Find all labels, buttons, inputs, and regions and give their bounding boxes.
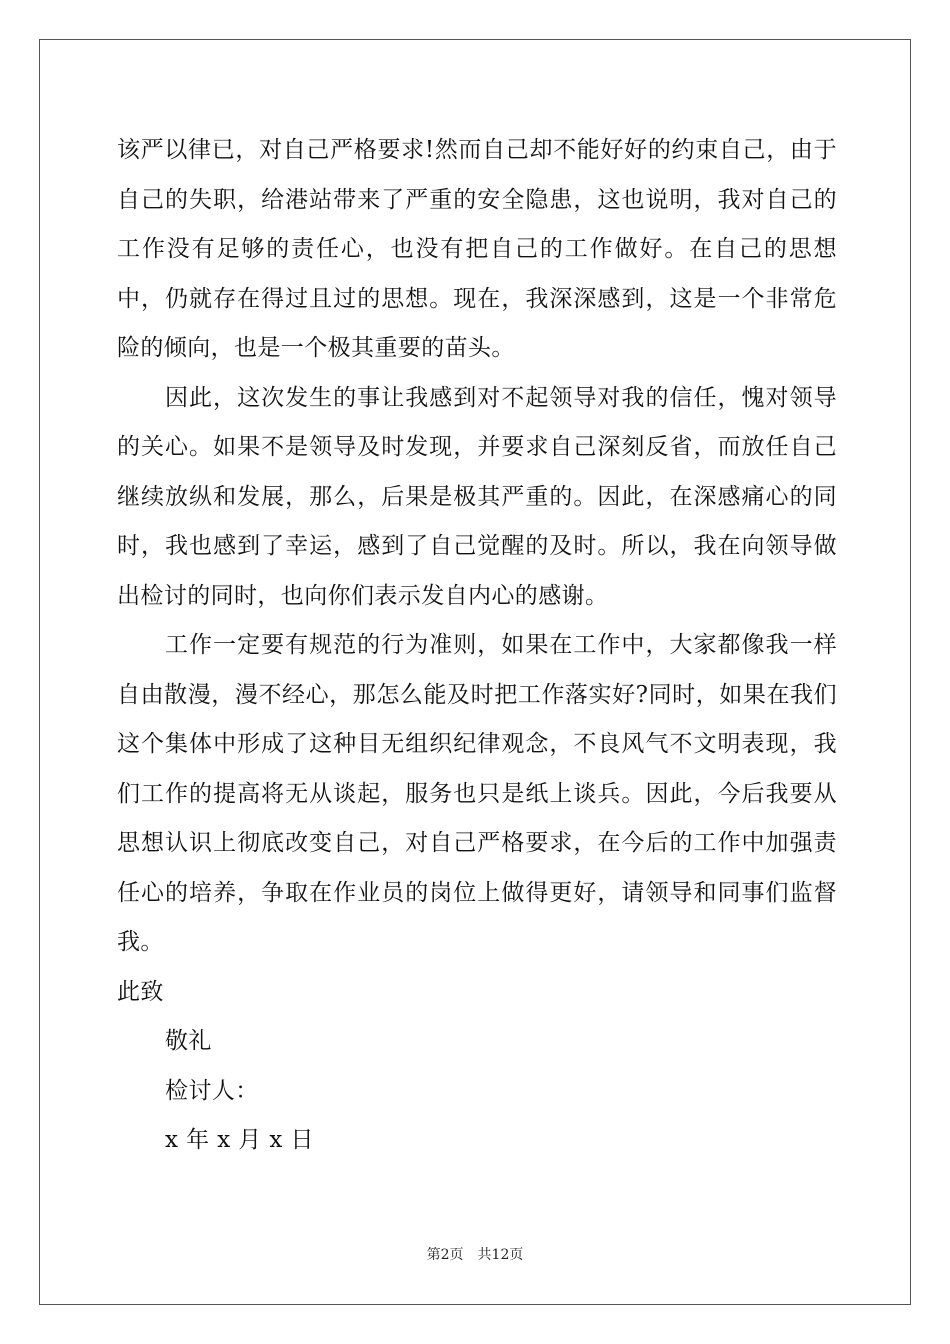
- closing-salutation: 此致: [117, 978, 164, 1005]
- page-total: 共12页: [477, 1247, 524, 1263]
- page-footer: [0, 1246, 950, 1264]
- paragraph-3: 工作一定要有规范的行为准则，如果在工作中，大家都像我一样自由散漫，漫不经心，那怎么能及时把工作落实好?同时，如果在我们这个集体中形成了这种目无组织纪律观念，不良风气不文明表现，我们工作的提高将无从谈起，服务也只是纸上谈兵。因此，今后我要从思想认识上彻底改变自己，对自己严格要求，在今后的工作中加强责任心的培养，争取在作业员的岗位上做得更好，请领导和同事们监督我。: [117, 632, 837, 955]
- page-number: 第2页: [426, 1247, 464, 1263]
- paragraph-1: 该严以律已，对自己严格要求!然而自己却不能好好的约束自己，由于自己的失职，给港站带来了严重的安全隐患，这也说明，我对自己的工作没有足够的责任心，也没有把自己的工作做好。在自己的思想中，仍就存在得过且过的思想。现在，我深深感到，这是一个非常危险的倾向，也是一个极其重要的苗头。: [117, 137, 837, 361]
- paragraph-2: 因此，这次发生的事让我感到对不起领导对我的信任，愧对领导的关心。如果不是领导及时发现，并要求自己深刻反省，而放任自己继续放纵和发展，那么，后果是极其严重的。因此，在深感痛心的同时，我也感到了幸运，感到了自己觉醒的及时。所以，我在向领导做出检讨的同时，也向你们表示发自内心的感谢。: [117, 384, 837, 609]
- document-body: [117, 126, 837, 1166]
- signature-date: x 年 x 月 x 日: [165, 1127, 314, 1153]
- closing-respect: 敬礼: [165, 1028, 212, 1054]
- signer-label: 检讨人：: [165, 1077, 259, 1104]
